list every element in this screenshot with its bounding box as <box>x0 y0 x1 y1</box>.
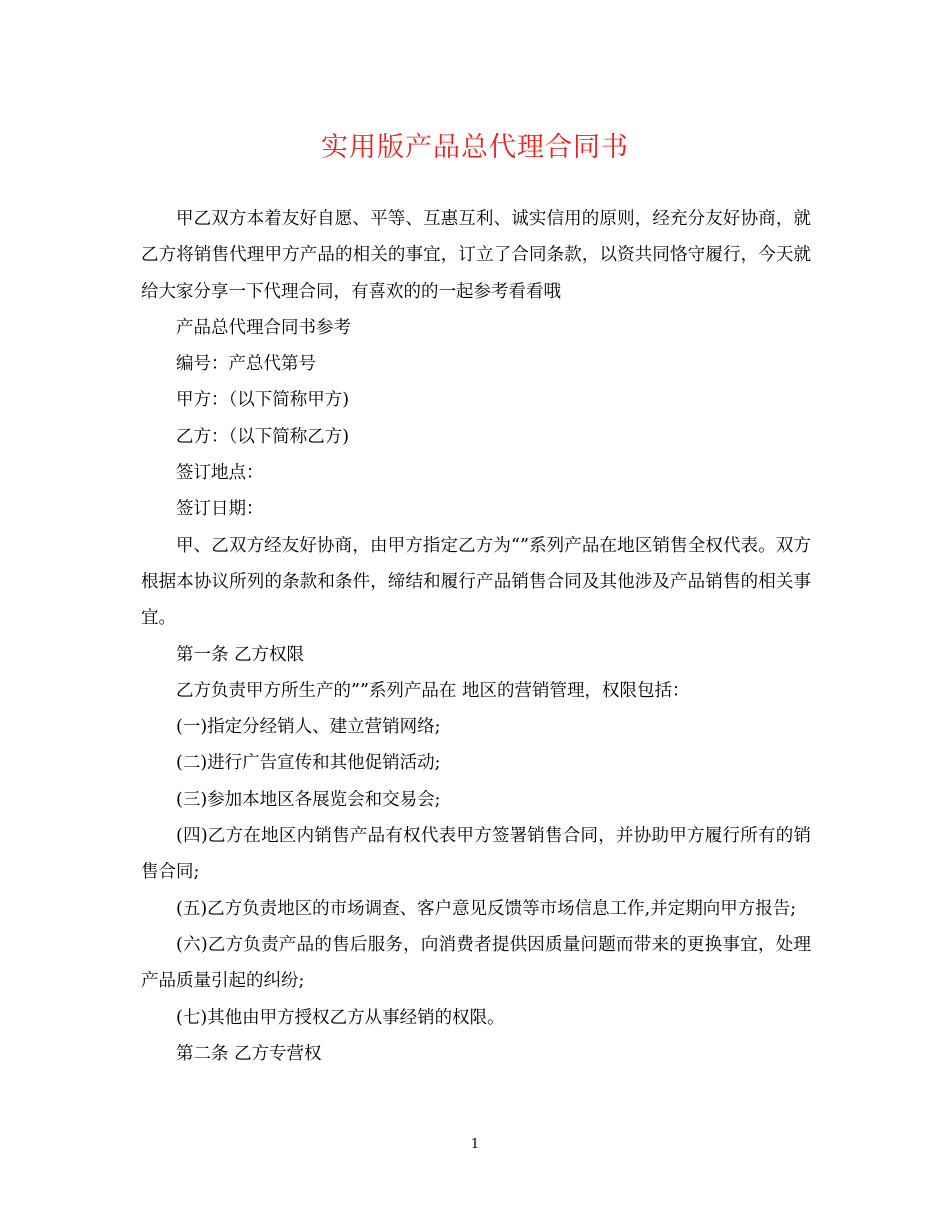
signing-place: 签订地点： <box>176 463 264 484</box>
signing-date: 签订日期： <box>176 499 264 520</box>
document-title: 实用版产品总代理合同书 <box>321 132 629 163</box>
intro-paragraph: 甲乙双方本着友好自愿、平等、互惠互利、诚实信用的原则，经充分友好协商，就乙方将销售代理甲方产品的相关的事宜，订立了合同条款，以资共同恪守履行，今天就给大家分享一下代理合同，有喜欢的的一起参考看看哦 <box>141 209 811 302</box>
article-1-item-3: (三)参加本地区各展览会和交易会; <box>176 789 441 810</box>
article-2-heading: 第二条 乙方专营权 <box>176 1043 322 1064</box>
article-1-item-1: (一)指定分经销人、建立营销网络; <box>176 717 441 738</box>
party-a: 甲方：（以下简称甲方) <box>176 390 350 411</box>
party-b: 乙方：（以下简称乙方) <box>176 426 350 447</box>
page-number: 1 <box>470 1137 480 1152</box>
article-1-heading: 第一条 乙方权限 <box>176 644 305 665</box>
article-1-intro: 乙方负责甲方所生产的””系列产品在 地区的营销管理，权限包括： <box>176 680 690 701</box>
article-1-item-5: (五)乙方负责地区的市场调查、客户意见反馈等市场信息工作,并定期向甲方报告; <box>176 898 797 919</box>
agreement-paragraph: 甲、乙双方经友好协商，由甲方指定乙方为“”系列产品在地区销售全权代表。双方根据本协议所列的条款和条件，缔结和履行产品销售合同及其他涉及产品销售的相关事宜。 <box>141 535 811 629</box>
article-1-item-2: (二)进行广告宣传和其他促销活动; <box>176 753 441 774</box>
article-1-item-7: (七)其他由甲方授权乙方从事经销的权限。 <box>176 1007 505 1028</box>
contract-heading: 产品总代理合同书参考 <box>176 317 351 338</box>
article-1-item-6: (六)乙方负责产品的售后服务，向消费者提供因质量问题而带来的更换事宜，处理产品质量引起的纠纷; <box>141 934 811 992</box>
document-body <box>141 201 811 1072</box>
article-1-item-4: (四)乙方在地区内销售产品有权代表甲方签署销售合同，并协助甲方履行所有的销售合同; <box>141 826 811 883</box>
contract-number: 编号：产总代第号 <box>176 354 316 375</box>
